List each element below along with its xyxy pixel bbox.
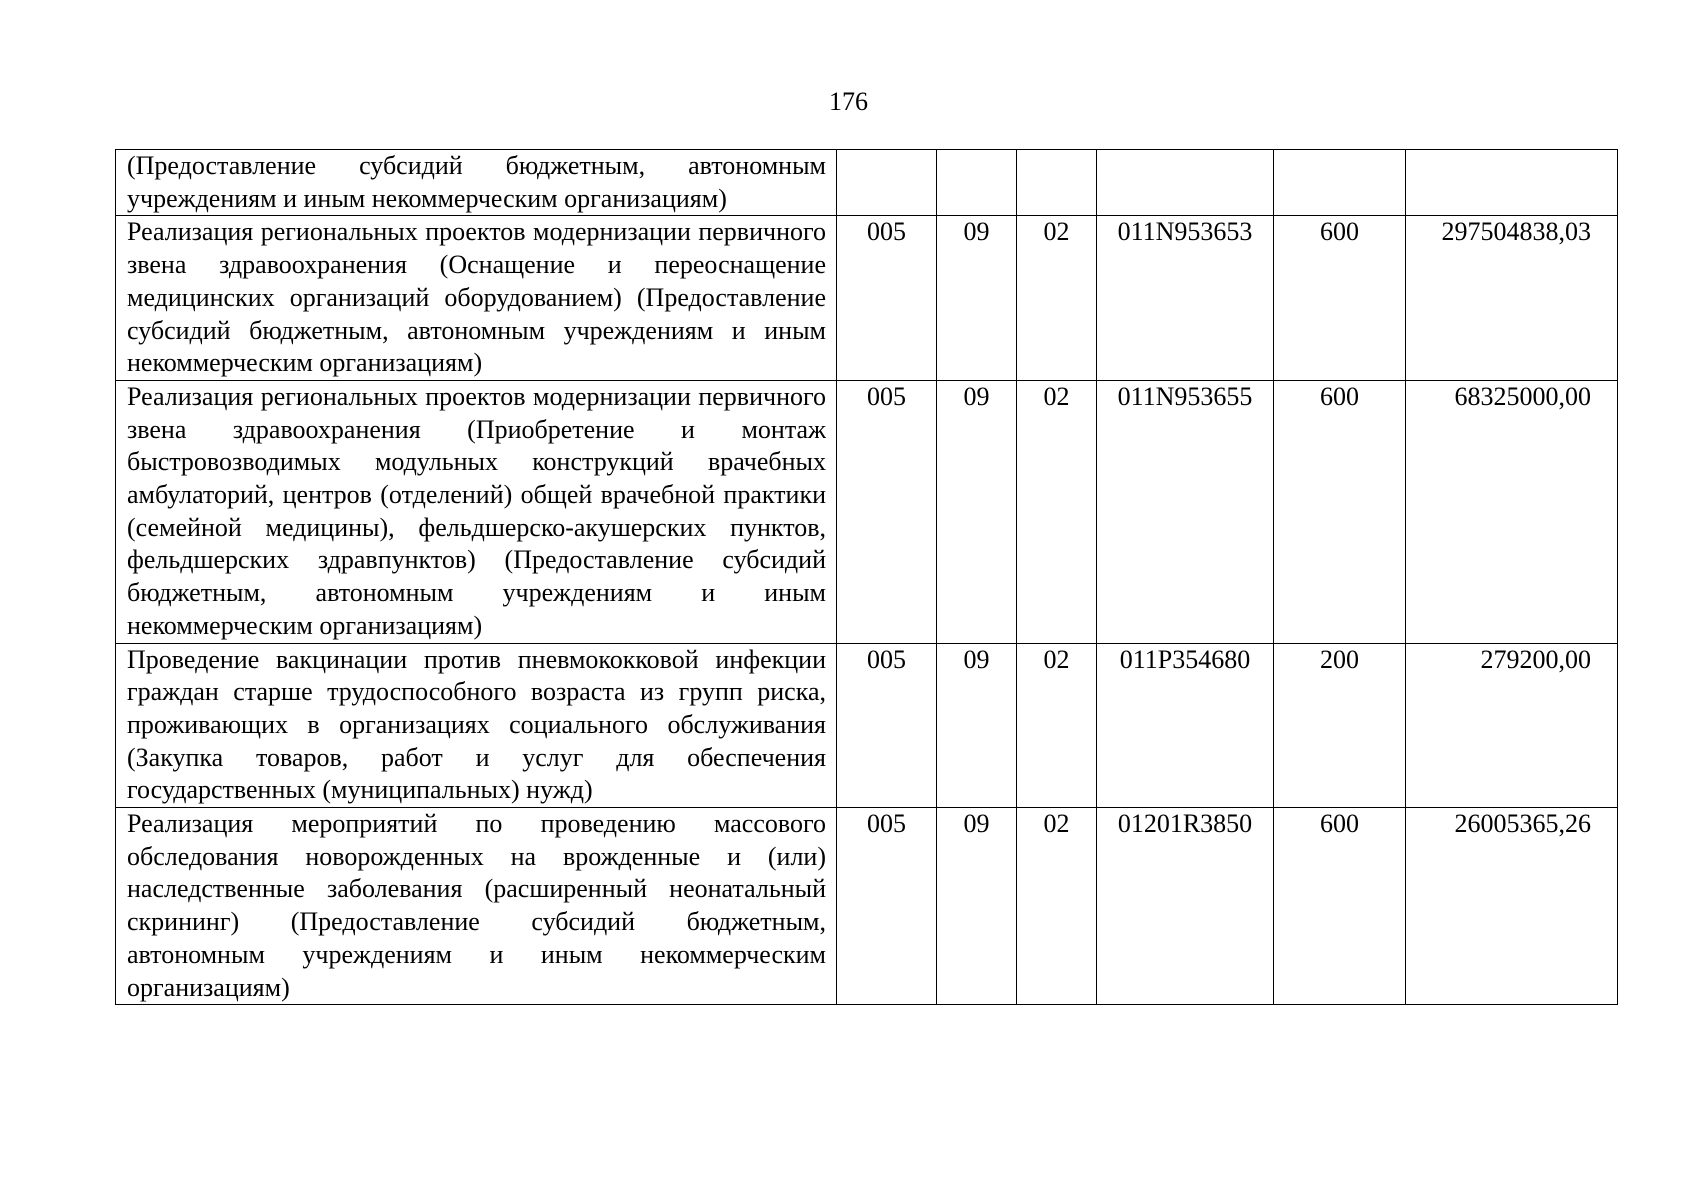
section-code <box>937 150 1017 216</box>
table-row <box>116 380 1618 643</box>
expense-type-code: 600 <box>1274 216 1406 381</box>
section-code: 09 <box>937 808 1017 1005</box>
table-row <box>116 643 1618 808</box>
row-description: (Предоставление субсидий бюджетным, автономным учреждениям и иным некоммерческим организациям) <box>116 150 837 216</box>
target-article-code: 011N953653 <box>1097 216 1274 381</box>
table-row <box>116 216 1618 381</box>
section-code: 09 <box>937 216 1017 381</box>
expense-type-code: 600 <box>1274 380 1406 643</box>
target-article-code <box>1097 150 1274 216</box>
target-article-code: 011N953655 <box>1097 380 1274 643</box>
amount: 68325000,00 <box>1406 380 1618 643</box>
subsection-code: 02 <box>1017 808 1097 1005</box>
budget-table <box>115 149 1618 1005</box>
section-code: 09 <box>937 643 1017 808</box>
table-row <box>116 150 1618 216</box>
expense-type-code: 200 <box>1274 643 1406 808</box>
row-description: Реализация региональных проектов модернизации первичного звена здравоохранения (Оснащение и переоснащение медицинских организаций оборудованием) (Предоставление субсидий бюджетным, автономным учреждениям и иным некоммерческим организациям) <box>116 216 837 381</box>
expense-type-code: 600 <box>1274 808 1406 1005</box>
ministry-code <box>837 150 937 216</box>
subsection-code: 02 <box>1017 643 1097 808</box>
amount: 279200,00 <box>1406 643 1618 808</box>
page-number: 176 <box>829 87 868 116</box>
subsection-code: 02 <box>1017 216 1097 381</box>
target-article-code: 011P354680 <box>1097 643 1274 808</box>
target-article-code: 01201R3850 <box>1097 808 1274 1005</box>
table-row <box>116 808 1618 1005</box>
amount: 297504838,03 <box>1406 216 1618 381</box>
row-description: Проведение вакцинации против пневмококковой инфекции граждан старше трудоспособного возраста из групп риска, проживающих в организациях социального обслуживания (Закупка товаров, работ и услуг для обеспечения государственных (муниципальных) нужд) <box>116 643 837 808</box>
row-description: Реализация мероприятий по проведению массового обследования новорожденных на врожденные и (или) наследственные заболевания (расширенный неонатальный скрининг) (Предоставление субсидий бюджетным, автономным учреждениям и иным некоммерческим организациям) <box>116 808 837 1005</box>
amount: 26005365,26 <box>1406 808 1618 1005</box>
row-description: Реализация региональных проектов модернизации первичного звена здравоохранения (Приобретение и монтаж быстровозводимых модульных конструкций врачебных амбулаторий, центров (отделений) общей врачебной практики (семейной медицины), фельдшерско-акушерских пунктов, фельдшерских здравпунктов) (Предоставление субсидий бюджетным, автономным учреждениям и иным некоммерческим организациям) <box>116 380 837 643</box>
amount <box>1406 150 1618 216</box>
ministry-code: 005 <box>837 380 937 643</box>
subsection-code: 02 <box>1017 380 1097 643</box>
ministry-code: 005 <box>837 216 937 381</box>
expense-type-code <box>1274 150 1406 216</box>
section-code: 09 <box>937 380 1017 643</box>
ministry-code: 005 <box>837 808 937 1005</box>
subsection-code <box>1017 150 1097 216</box>
ministry-code: 005 <box>837 643 937 808</box>
